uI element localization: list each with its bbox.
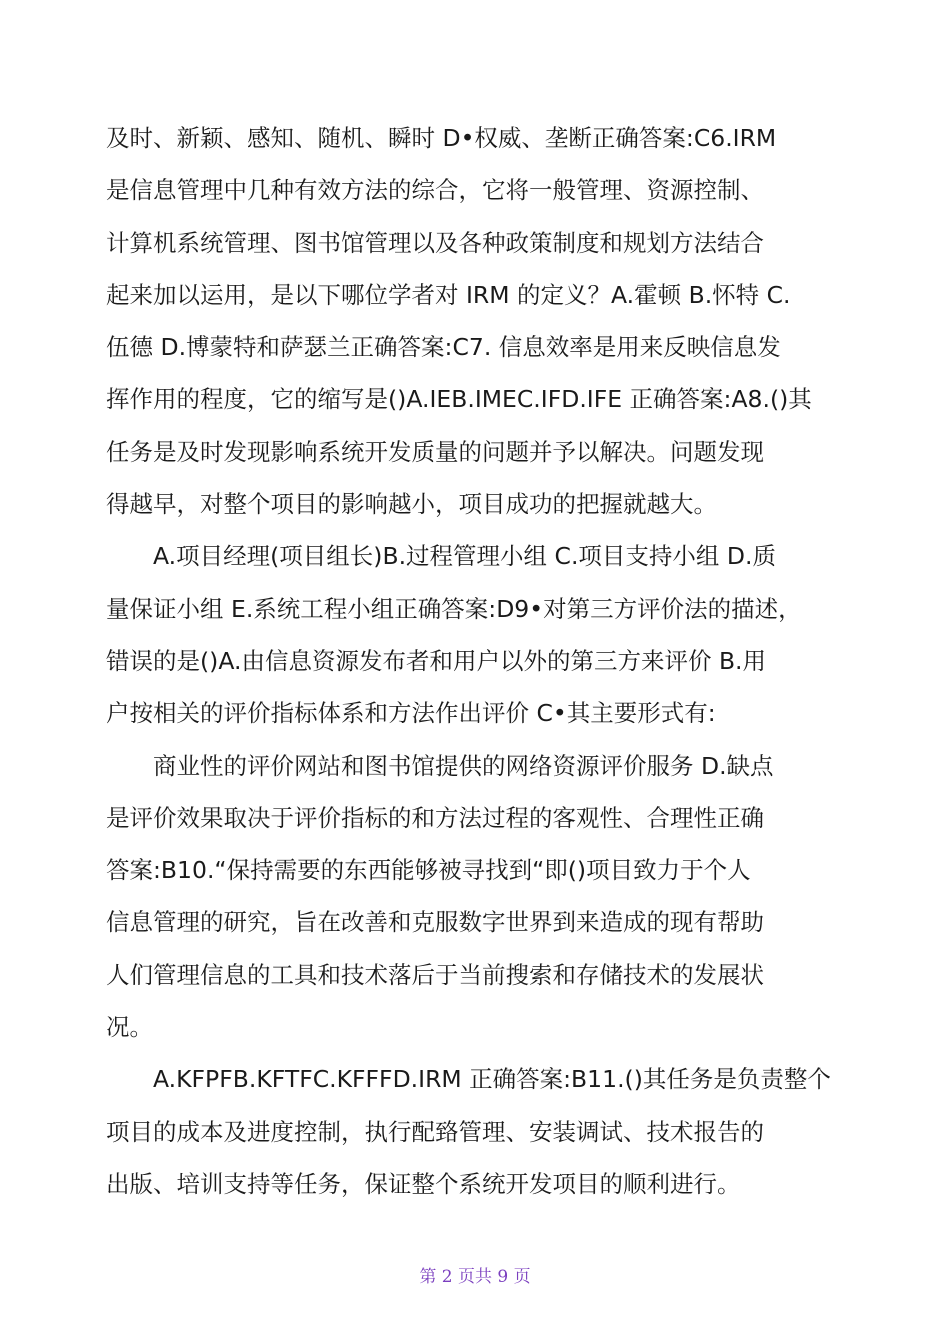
text-line: A.项目经理(项目组长)B.过程管理小组 C.项目支持小组 D.质 [106, 542, 776, 571]
body-text [106, 112, 841, 1210]
text-line: 出版、培训支持等任务，保证整个系统开发项目的顺利进行。 [106, 1169, 741, 1198]
text-line: 是信息管理中几种有效方法的综合，它将一般管理、资源控制、 [106, 176, 764, 205]
text-line: A.KFPFB.KFTFC.KFFFD.IRM 正确答案:B11.()其任务是负责整个 [106, 1065, 831, 1094]
text-line: 答案:B10.“保持需要的东西能够被寻找到“即()项目致力于个人 [106, 856, 751, 885]
text-line: 挥作用的程度，它的缩写是()A.IEB.IMEC.IFD.IFE 正确答案:A8.()其 [106, 385, 812, 414]
text-line: 量保证小组 E.系统工程小组正确答案:D9•对第三方评价法的描述， [106, 594, 802, 623]
text-line: 起来加以运用，是以下哪位学者对 IRM 的定义？A.霍顿 B.怀特 C. [106, 280, 791, 309]
text-line: 错误的是()A.由信息资源发布者和用户以外的第三方来评价 B.用 [106, 646, 767, 675]
text-line: 况。 [106, 1013, 153, 1042]
text-line: 得越早，对整个项目的影响越小，项目成功的把握就越大。 [106, 490, 717, 519]
text-line: 信息管理的研究，旨在改善和克服数字世界到来造成的现有帮助 [106, 908, 764, 937]
text-line: 及时、新颖、感知、随机、瞬时 D•权威、垄断正确答案:C6.IRM [106, 124, 777, 152]
text-line: 户按相关的评价指标体系和方法作出评价 C•其主要形式有: [106, 699, 716, 728]
text-line: 人们管理信息的工具和技术落后于当前搜索和存储技术的发展状 [106, 960, 764, 989]
text-line: 是评价效果取决于评价指标的和方法过程的客观性、合理性正确 [106, 803, 764, 832]
text-line: 项目的成本及进度控制，执行配臵管理、安装调试、技术报告的 [106, 1117, 764, 1146]
text-line: 伍德 D.博蒙特和萨瑟兰正确答案:C7. 信息效率是用来反映信息发 [106, 333, 781, 362]
page-footer: 第 2 页共 9 页 [419, 1267, 531, 1287]
text-line: 任务是及时发现影响系统开发质量的问题并予以解决。问题发现 [106, 437, 764, 466]
text-line: 计算机系统管理、图书馆管理以及各种政策制度和规划方法结合 [106, 228, 764, 257]
text-line: 商业性的评价网站和图书馆提供的网络资源评价服务 D.缺点 [106, 751, 774, 780]
